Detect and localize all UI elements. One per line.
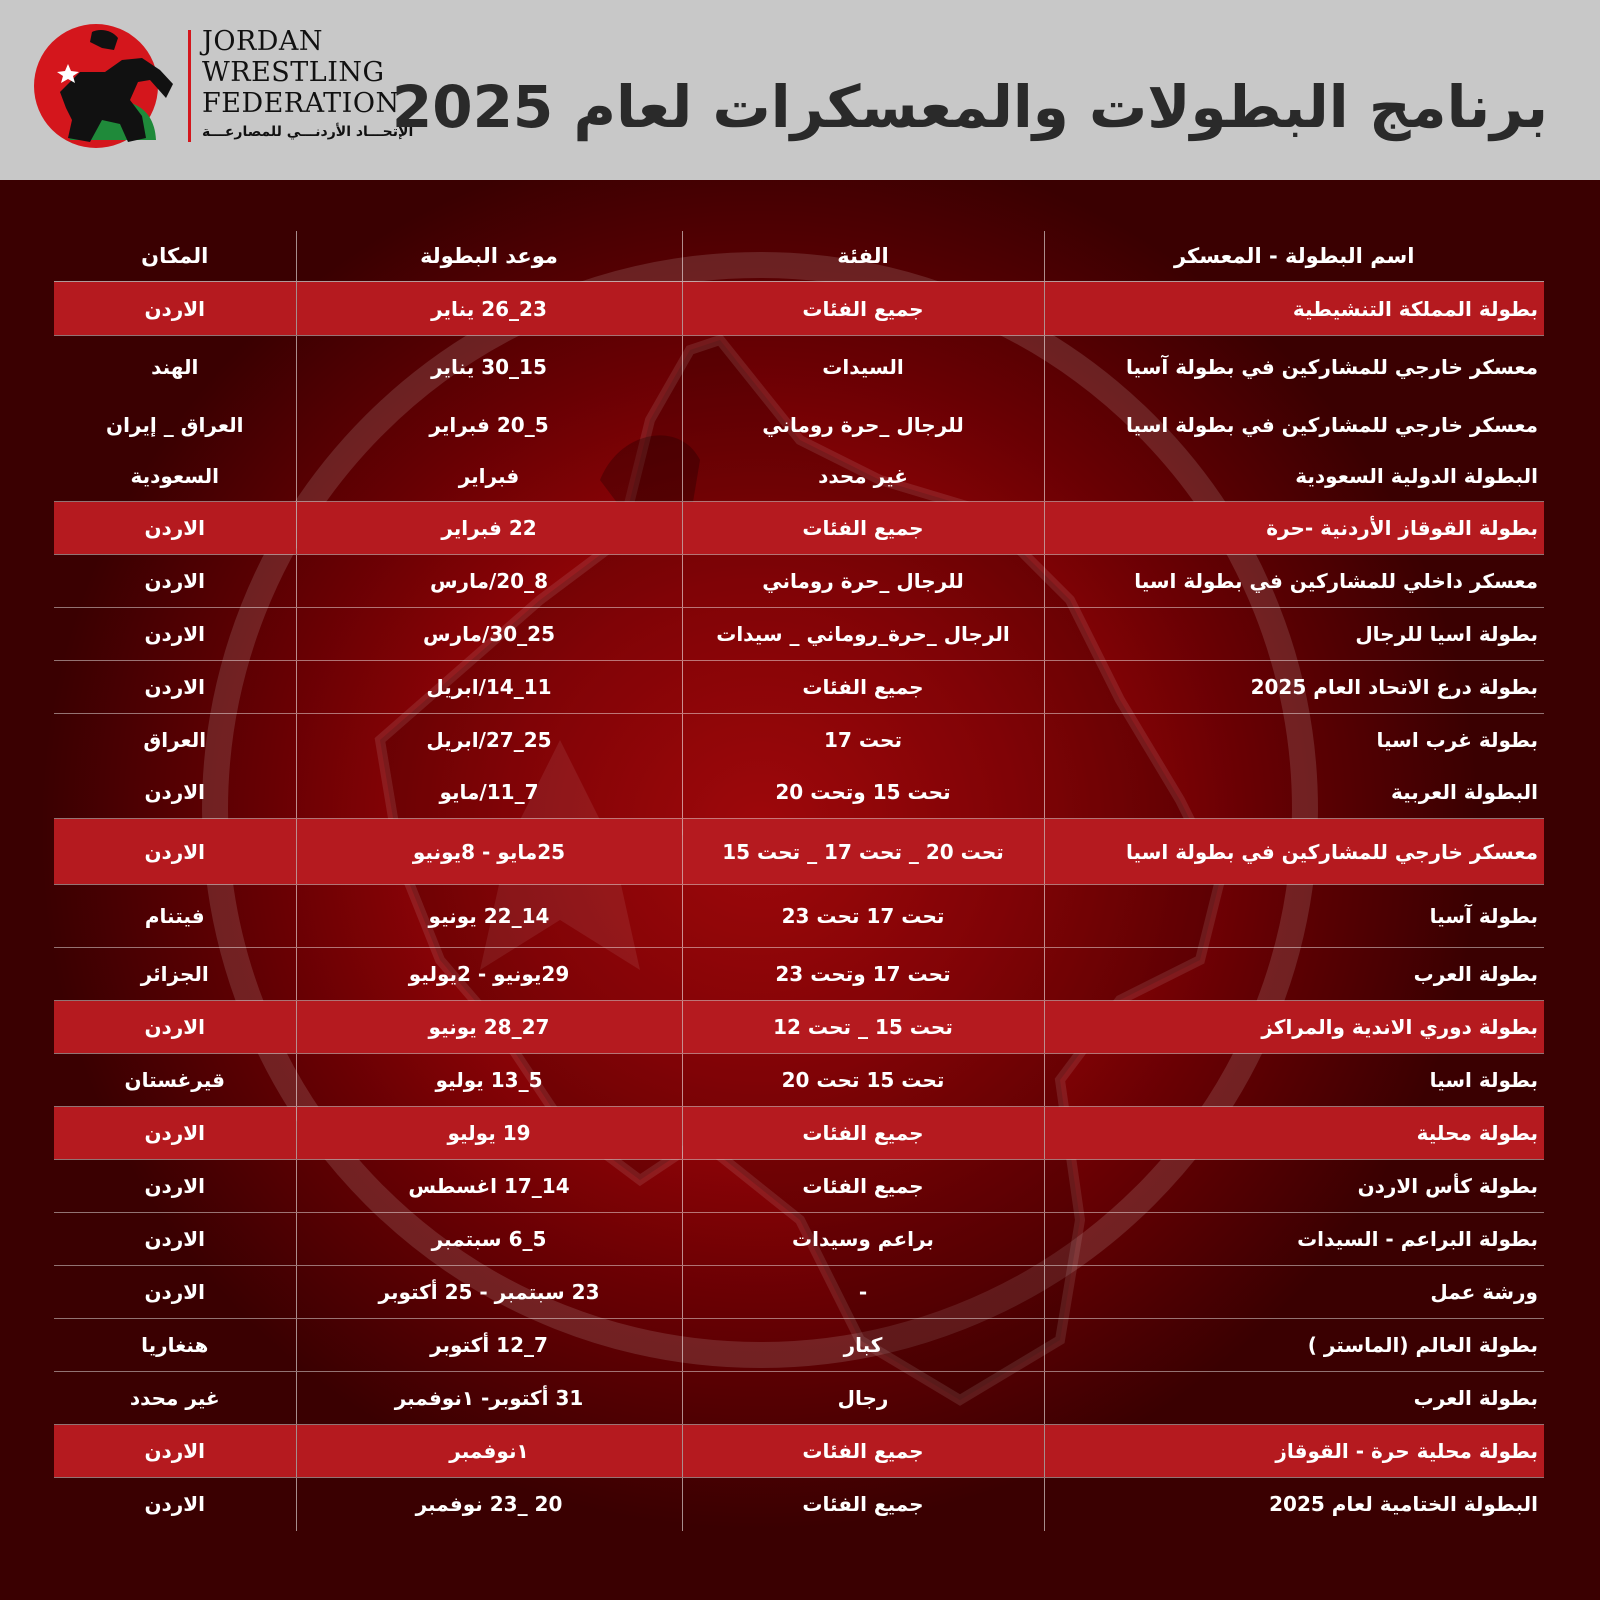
event-place: الاردن xyxy=(54,555,296,608)
event-name: معسكر خارجي للمشاركين في بطولة اسيا xyxy=(1126,412,1538,437)
column-header-place: المكان xyxy=(54,231,296,282)
table-row xyxy=(54,948,1544,1001)
event-date: 19 يوليو xyxy=(296,1107,682,1160)
event-place: الهند xyxy=(54,336,296,398)
event-category: للرجال _حرة روماني xyxy=(682,398,1044,452)
event-date: 15_30 يناير xyxy=(296,336,682,398)
table-row xyxy=(54,1319,1544,1372)
event-name: بطولة كأس الاردن xyxy=(1044,1160,1544,1213)
event-category: للرجال _حرة روماني xyxy=(682,555,1044,608)
event-name: بطولة العالم (الماستر ) xyxy=(1044,1319,1544,1372)
event-category: كبار xyxy=(682,1319,1044,1372)
table-row xyxy=(54,1266,1544,1319)
event-date: 27_28 يونيو xyxy=(296,1001,682,1054)
event-category: جميع الفئات xyxy=(682,282,1044,336)
event-place: الاردن xyxy=(54,282,296,336)
event-date: 29يونيو - 2يوليو xyxy=(296,948,682,1001)
event-place: الاردن xyxy=(54,1160,296,1213)
page-title: برنامج البطولات والمعسكرات لعام 2025 xyxy=(391,73,1548,141)
event-name: بطولة آسيا xyxy=(1044,885,1544,948)
federation-name-line-3: FEDERATION xyxy=(202,88,400,119)
column-header-name: اسم البطولة - المعسكر xyxy=(1044,231,1544,282)
event-place: الاردن xyxy=(54,819,296,885)
event-name: بطولة اسيا xyxy=(1044,1054,1544,1107)
table-row xyxy=(54,1160,1544,1213)
table-row xyxy=(54,714,1544,767)
event-place: الاردن xyxy=(54,1107,296,1160)
event-name: معسكر خارجي للمشاركين في بطولة آسيا xyxy=(1126,354,1538,379)
event-category: تحت 15 _ تحت 12 xyxy=(682,1001,1044,1054)
event-date: ١نوفمبر xyxy=(296,1425,682,1478)
event-name: بطولة العرب xyxy=(1044,948,1544,1001)
event-name: بطولة العرب xyxy=(1044,1372,1544,1425)
event-place: الاردن xyxy=(54,502,296,555)
table-row xyxy=(54,661,1544,714)
event-name: البطولة العربية xyxy=(1044,767,1544,819)
event-date: 14_17 اغسطس xyxy=(296,1160,682,1213)
event-place: هنغاريا xyxy=(54,1319,296,1372)
event-date: 5_6 سبتمبر xyxy=(296,1213,682,1266)
federation-name-line-2: WRESTLING xyxy=(202,57,385,88)
event-date: 20 _23 نوفمبر xyxy=(296,1478,682,1531)
event-date: 25مايو - 8يونيو xyxy=(296,819,682,885)
event-place: الاردن xyxy=(54,661,296,714)
event-place: العراق _ إيران xyxy=(54,398,296,452)
table-row xyxy=(54,608,1544,661)
event-name: بطولة القوقاز الأردنية -حرة xyxy=(1044,502,1544,555)
event-name: بطولة محلية حرة - القوقاز xyxy=(1044,1425,1544,1478)
event-place: الجزائر xyxy=(54,948,296,1001)
event-name: بطولة محلية xyxy=(1044,1107,1544,1160)
table-row xyxy=(54,819,1544,885)
table-row xyxy=(54,502,1544,555)
event-category: تحت 15 تحت 20 xyxy=(682,1054,1044,1107)
table-header-row xyxy=(54,231,1544,282)
federation-name-line-1: JORDAN xyxy=(202,26,324,57)
event-category: الرجال _حرة_روماني _ سيدات xyxy=(682,608,1044,661)
event-place: الاردن xyxy=(54,1213,296,1266)
event-name: بطولة البراعم - السيدات xyxy=(1044,1213,1544,1266)
event-place: غير محدد xyxy=(54,1372,296,1425)
event-place: قيرغستان xyxy=(54,1054,296,1107)
table-row xyxy=(54,1213,1544,1266)
column-header-date: موعد البطولة xyxy=(296,231,682,282)
table-row xyxy=(54,1425,1544,1478)
event-name: بطولة اسيا للرجال xyxy=(1044,608,1544,661)
event-category: تحت 15 وتحت 20 xyxy=(682,767,1044,819)
event-category: جميع الفئات xyxy=(682,1478,1044,1531)
event-category: رجال xyxy=(682,1372,1044,1425)
event-date: 25_30/مارس xyxy=(296,608,682,661)
event-date: 31 أكتوبر- ١نوفمبر xyxy=(296,1372,682,1425)
column-header-category: الفئة xyxy=(682,231,1044,282)
event-place: الاردن xyxy=(54,1478,296,1531)
event-place: الاردن xyxy=(54,1001,296,1054)
event-name: ورشة عمل xyxy=(1044,1266,1544,1319)
event-name: البطولة الدولية السعودية xyxy=(1044,452,1544,502)
event-name: بطولة المملكة التنشيطية xyxy=(1044,282,1544,336)
event-date: 22 فبراير xyxy=(296,502,682,555)
event-category: براعم وسيدات xyxy=(682,1213,1044,1266)
table-row xyxy=(54,282,1544,336)
event-date: 25_27/ابريل xyxy=(296,714,682,767)
event-date: 23 سبتمبر - 25 أكتوبر xyxy=(296,1266,682,1319)
event-name: بطولة غرب اسيا xyxy=(1376,728,1538,753)
schedule-table xyxy=(54,231,1544,1531)
event-date: 8_20/مارس xyxy=(296,555,682,608)
event-name: معسكر داخلي للمشاركين في بطولة اسيا xyxy=(1044,555,1544,608)
table-row xyxy=(54,1372,1544,1425)
table-row xyxy=(54,1054,1544,1107)
event-category: تحت 17 وتحت 23 xyxy=(682,948,1044,1001)
table-row xyxy=(54,452,1544,502)
event-date: 5_20 فبراير xyxy=(296,398,682,452)
event-category: جميع الفئات xyxy=(682,1160,1044,1213)
event-place: الاردن xyxy=(54,767,296,819)
event-name: معسكر خارجي للمشاركين في بطولة اسيا xyxy=(1044,819,1544,885)
event-category: تحت 20 _ تحت 17 _ تحت 15 xyxy=(682,819,1044,885)
event-place: العراق xyxy=(54,714,296,767)
federation-logo xyxy=(30,20,178,152)
event-date: 23_26 يناير xyxy=(296,282,682,336)
event-date: 7_11/مايو xyxy=(296,767,682,819)
event-date: 11_14/ابريل xyxy=(296,661,682,714)
event-category: جميع الفئات xyxy=(682,1107,1044,1160)
event-place: السعودية xyxy=(54,452,296,502)
event-category: السيدات xyxy=(682,336,1044,398)
table-row xyxy=(54,398,1544,452)
table-row xyxy=(54,1478,1544,1531)
table-row xyxy=(54,336,1544,398)
table-row xyxy=(54,767,1544,819)
event-category: - xyxy=(682,1266,1044,1319)
event-date: 14_22 يونيو xyxy=(296,885,682,948)
event-category: تحت 17 xyxy=(682,714,1044,767)
event-name: بطولة دوري الاندية والمراكز xyxy=(1044,1001,1544,1054)
event-date: 5_13 يوليو xyxy=(296,1054,682,1107)
table-row xyxy=(54,885,1544,948)
event-place: الاردن xyxy=(54,1266,296,1319)
event-category: جميع الفئات xyxy=(682,661,1044,714)
header-bar xyxy=(0,0,1600,180)
event-date: 7_12 أكتوبر xyxy=(296,1319,682,1372)
event-name: بطولة درع الاتحاد العام 2025 xyxy=(1044,661,1544,714)
event-place: الاردن xyxy=(54,1425,296,1478)
event-date: فبراير xyxy=(296,452,682,502)
schedule-panel xyxy=(0,180,1600,1600)
logo-divider xyxy=(188,30,191,142)
federation-name-ar: الإتحـــاد الأردنـــي للمصارعـــة xyxy=(202,124,414,140)
event-place: الاردن xyxy=(54,608,296,661)
event-category: تحت 17 تحت 23 xyxy=(682,885,1044,948)
table-row xyxy=(54,1107,1544,1160)
event-place: فيتنام xyxy=(54,885,296,948)
event-category: غير محدد xyxy=(682,452,1044,502)
event-name: البطولة الختامية لعام 2025 xyxy=(1269,1492,1538,1517)
event-category: جميع الفئات xyxy=(682,502,1044,555)
event-category: جميع الفئات xyxy=(682,1425,1044,1478)
table-row xyxy=(54,1001,1544,1054)
table-row xyxy=(54,555,1544,608)
